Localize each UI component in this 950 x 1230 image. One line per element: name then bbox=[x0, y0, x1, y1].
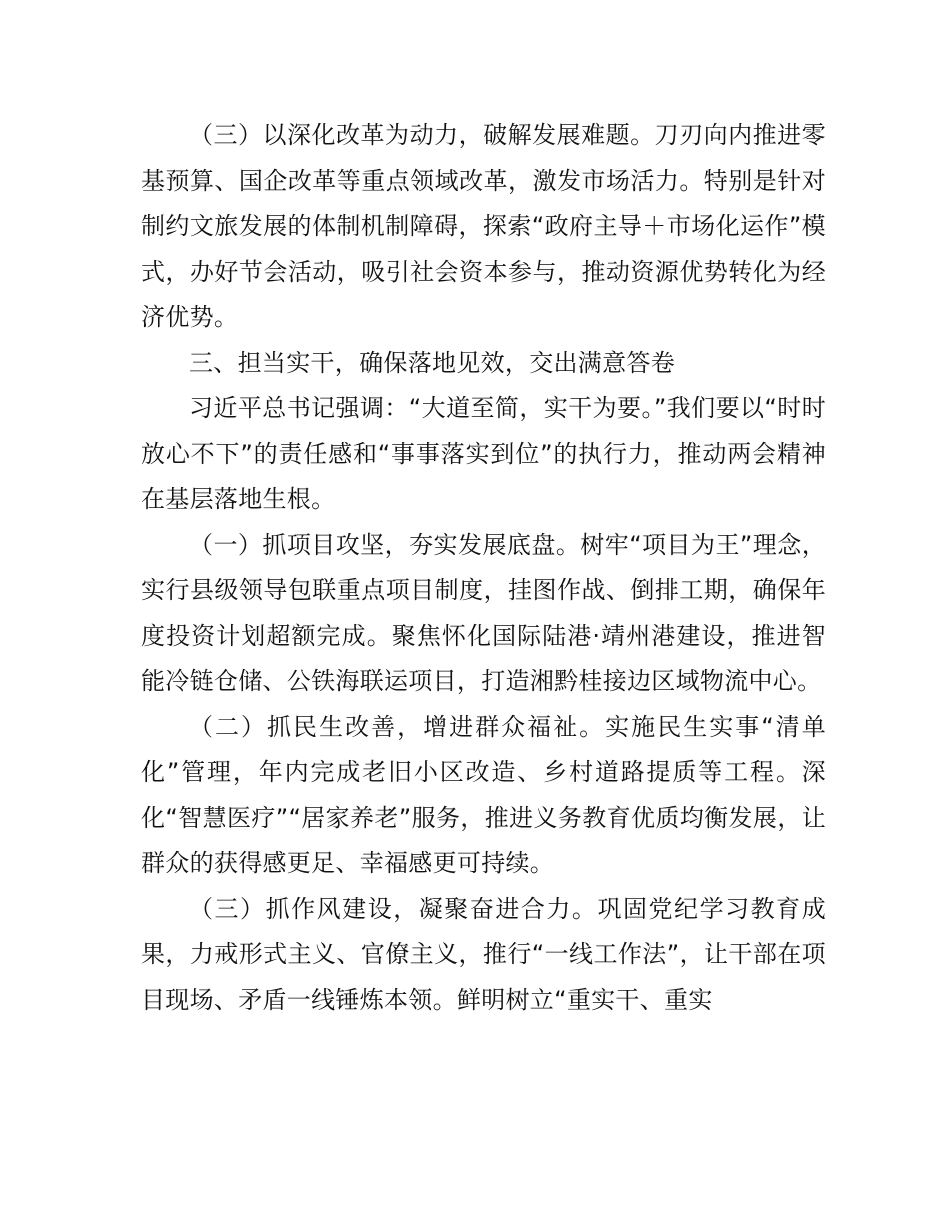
paragraph-quote: 习近平总书记强调：“大道至简，实干为要。”我们要以“时时放心不下”的责任感和“事事落实到位”的执行力，推动两会精神在基层落地生根。 bbox=[141, 394, 826, 513]
paragraph-projects: （一）抓项目攻坚，夯实发展底盘。树牢“项目为王”理念，实行县级领导包联重点项目制度，挂图作战、倒排工期，确保年度投资计划超额完成。聚焦怀化国际陆港·靖州港建设，推进智能冷链仓储、公铁海联运项目，打造湘黔桂接边区域物流中心。 bbox=[141, 530, 826, 695]
section-heading-three: 三、担当实干，确保落地见效，交出满意答卷 bbox=[189, 348, 675, 377]
paragraph-livelihood: （二）抓民生改善，增进群众福祉。实施民生实事“清单化”管理，年内完成老旧小区改造、乡村道路提质等工程。深化“智慧医疗”“居家养老”服务，推进义务教育优质均衡发展，让群众的获得感更足、幸福感更可持续。 bbox=[141, 712, 826, 877]
paragraph-reform: （三）以深化改革为动力，破解发展难题。刀刃向内推进零基预算、国企改革等重点领域改革，激发市场活力。特别是针对制约文旅发展的体制机制障碍，探索“政府主导＋市场化运作”模式，办好节会活动，吸引社会资本参与，推动资源优势转化为经济优势。 bbox=[141, 121, 826, 331]
document-body bbox=[141, 113, 826, 1023]
paragraph-work-style: （三）抓作风建设，凝聚奋进合力。巩固党纪学习教育成果，力戒形式主义、官僚主义，推行“一线工作法”，让干部在项目现场、矛盾一线锤炼本领。鲜明树立“重实干、重实 bbox=[141, 894, 826, 1014]
